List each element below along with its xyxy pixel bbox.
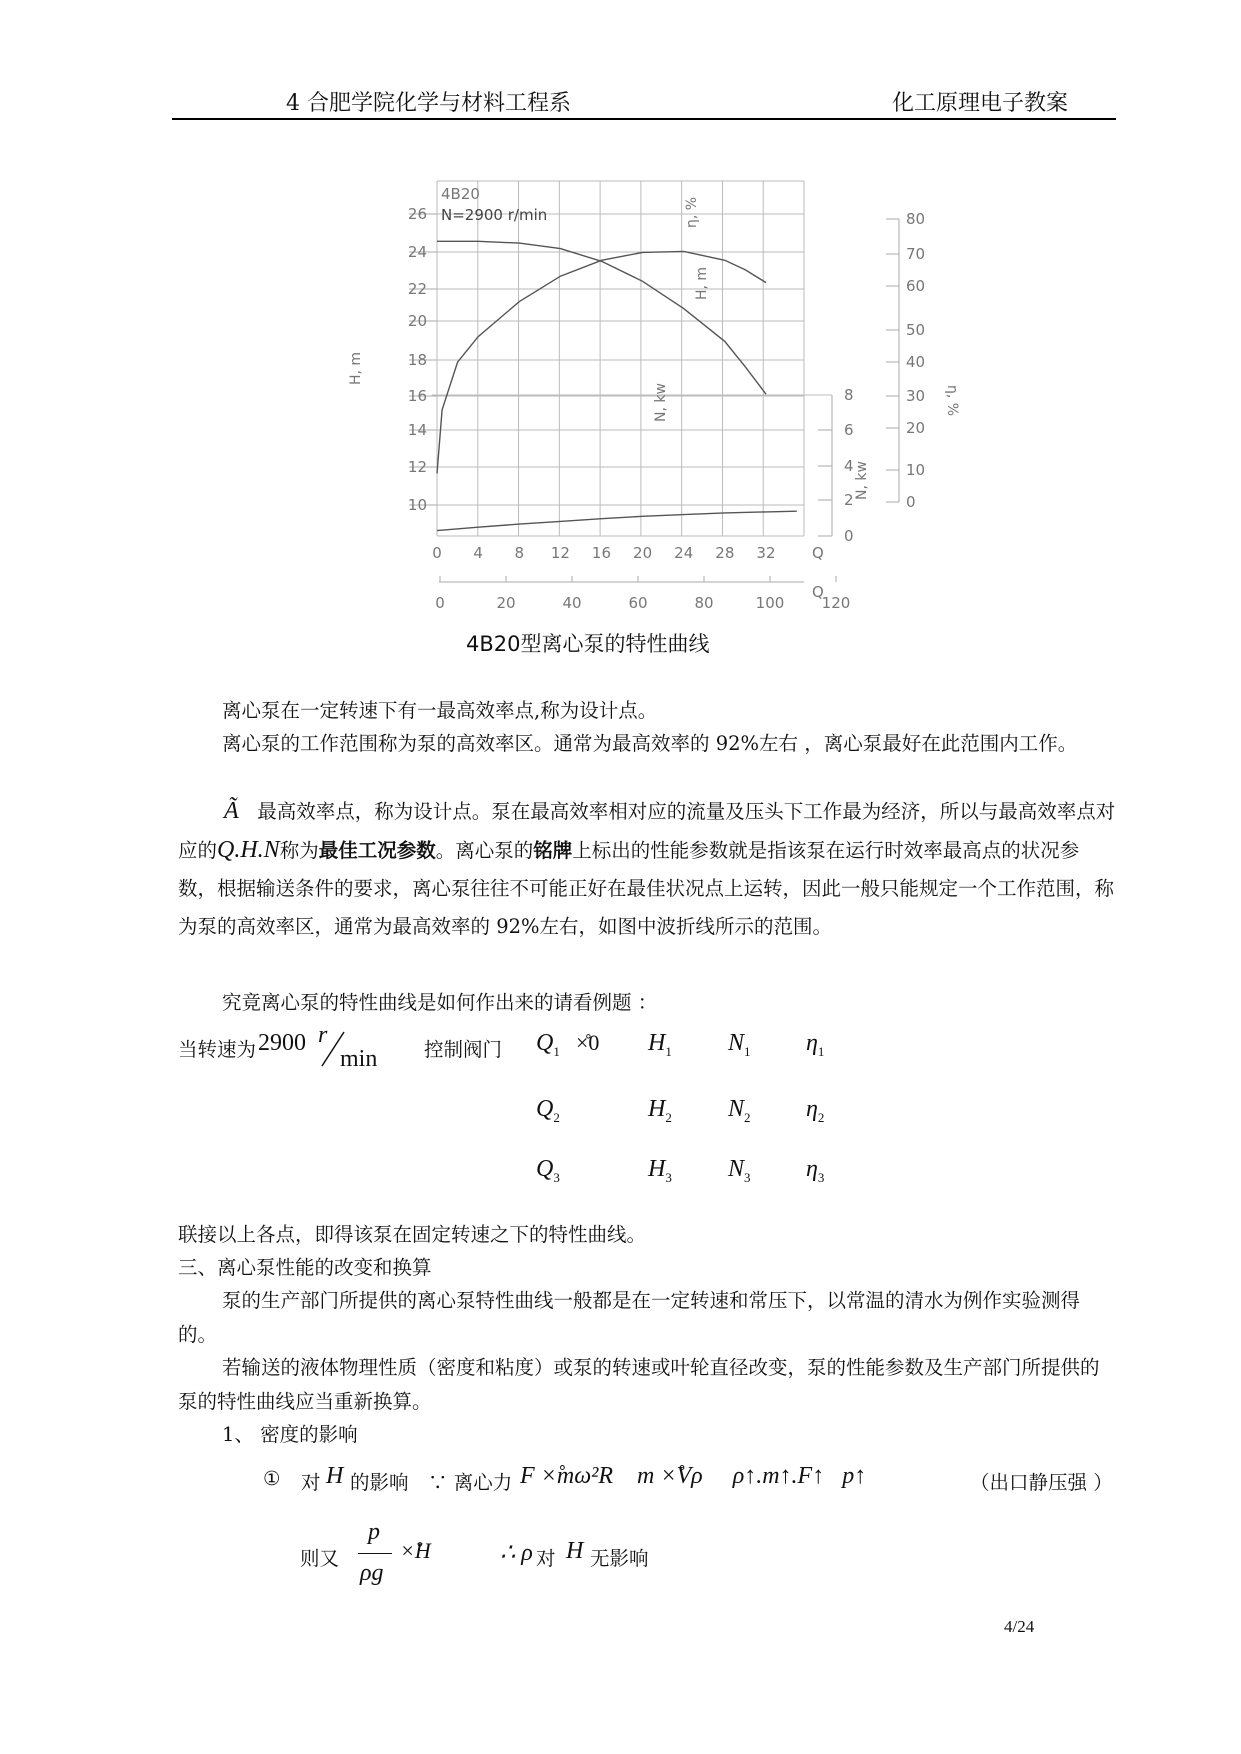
q-tick-label: 8 <box>514 544 525 562</box>
q-tick-label: 28 <box>715 544 735 562</box>
table-cell-eta <box>806 1030 824 1060</box>
table-symbol: N <box>728 1030 745 1056</box>
formula-2-denominator: ρg <box>360 1560 384 1586</box>
formula-1-number: ① <box>263 1467 281 1490</box>
curve-label-n: N, kw <box>653 383 669 422</box>
paragraph-manufacturer: 泵的生产部门所提供的离心泵特性曲线一般都是在一定转速和常压下，以常温的清水为例作实验测得的。 <box>178 1289 1081 1346</box>
qhn-math: Q.H.N <box>217 837 280 863</box>
table-subscript: 1 <box>744 1043 751 1059</box>
best-point-text-a: 最高效率点，称为设计点。泵在最高效率相对应的流量及压头下工作最为经济，所以与最高效率点对应的 <box>178 800 1116 862</box>
formula-2-prop: ×̊H <box>400 1538 431 1563</box>
q2-tick-label: 80 <box>694 594 714 612</box>
table-subscript: 2 <box>665 1109 672 1125</box>
table-symbol: H <box>648 1096 666 1122</box>
eta-tick-label: 30 <box>906 387 926 405</box>
table-symbol: η <box>806 1156 818 1182</box>
eta-tick-label: 80 <box>906 210 926 228</box>
paragraph-best-point <box>178 792 1116 946</box>
table-cell-n <box>728 1030 751 1060</box>
table-cell-h <box>648 1156 672 1186</box>
speed-prefix: 当转速为 <box>178 1038 257 1061</box>
header-right: 化工原理电子教案 <box>892 91 1069 116</box>
eta-axis-label: η, % <box>944 385 960 417</box>
n-tick-label: 8 <box>844 386 854 404</box>
table-cell-eta <box>806 1096 824 1126</box>
n-tick-label: 0 <box>844 527 854 545</box>
page-number: 4/24 <box>1004 1617 1035 1636</box>
table-symbol: H <box>648 1156 666 1182</box>
eta-tick-label: 20 <box>906 419 926 437</box>
h-tick-label: 20 <box>407 312 427 330</box>
table-cell-h <box>648 1030 672 1060</box>
table-subscript: 3 <box>553 1169 560 1185</box>
q2-tick-label: 120 <box>821 594 851 612</box>
table-symbol: N <box>728 1156 745 1182</box>
bold-best-params: 最佳工况参数 <box>318 839 436 862</box>
n-axis-label: N, kw <box>854 461 870 500</box>
q-tick-label: 24 <box>674 544 694 562</box>
q-tick-label: 32 <box>756 544 776 562</box>
subsection-density: 1、 密度的影响 <box>222 1423 358 1446</box>
table-cell-q <box>536 1096 560 1126</box>
h-curve <box>437 241 766 394</box>
q-axis-label: Q <box>812 544 824 562</box>
speed-value: 2900 <box>258 1030 306 1056</box>
table-subscript: 2 <box>817 1109 825 1125</box>
table-subscript: 2 <box>553 1109 560 1125</box>
curve-label-eta: η, % <box>684 196 700 228</box>
paragraph-efficiency-zone: 离心泵的工作范围称为泵的高效率区。通常为最高效率的 92%左右 ，离心泵最好在此范围内工作。 <box>222 732 1078 755</box>
eta-tick-label: 70 <box>906 245 926 263</box>
speed-unit-num: r <box>318 1022 328 1048</box>
eta-tick-label: 10 <box>906 461 926 479</box>
h-tick-label: 26 <box>407 205 427 223</box>
table-symbol: η <box>806 1030 818 1056</box>
best-point-text-d: 上标出的性能参数就是指该泵在运行时效率最高点的状况参数，根据输送条件的要求，离心泵往往不可能正好在最佳状况点上运转，因此一般只能规定一个工作范围，称为泵的高效率区，通常为最高效率的 92%左右，如图中波折线所示的范围。 <box>178 839 1115 938</box>
q2-tick-label: 0 <box>435 594 445 612</box>
formula-1-because: ∵ 离心力 <box>428 1471 513 1494</box>
pump-characteristic-chart <box>0 0 1241 680</box>
chart-subtitle: N=2900 r/min <box>441 206 548 224</box>
symbol-a-tilde: Ã <box>224 798 239 824</box>
formula-2-concl1: 对 <box>536 1547 556 1570</box>
curve-label-h: H, m <box>694 266 710 300</box>
formula-2-h: H <box>566 1538 584 1564</box>
table-subscript: 1 <box>553 1043 560 1059</box>
chart-title: 4B20 <box>441 185 480 203</box>
h-tick-label: 12 <box>407 458 427 476</box>
n-tick-label: 4 <box>844 457 854 475</box>
h-tick-label: 14 <box>407 421 427 439</box>
valve-label: 控制阀门 <box>424 1038 503 1061</box>
q-tick-label: 0 <box>432 544 442 562</box>
q-tick-label: 16 <box>591 544 612 562</box>
q2-axis-label: Q <box>812 583 824 601</box>
best-point-text-c: 。离心泵的 <box>435 839 534 862</box>
n-curve <box>437 511 797 530</box>
table-symbol: η <box>806 1096 818 1122</box>
formula-2-therefore: ∴ ρ <box>500 1540 533 1566</box>
h-tick-label: 24 <box>407 243 427 261</box>
q2-tick-label: 20 <box>496 594 516 612</box>
table-symbol: H <box>648 1030 666 1056</box>
table-symbol: N <box>728 1096 745 1122</box>
formula-1-h: H <box>326 1463 344 1489</box>
q2-tick-label: 100 <box>755 594 785 612</box>
table-subscript: 1 <box>665 1043 672 1059</box>
section-heading-3: 三、离心泵性能的改变和换算 <box>178 1256 432 1279</box>
formula-1-text2: 的影响 <box>350 1471 409 1494</box>
formula-1-text1: 对 <box>301 1471 321 1494</box>
chart-curves <box>437 241 797 530</box>
formula-1-note: （出口静压强 ） <box>970 1471 1113 1494</box>
table-subscript: 3 <box>817 1169 825 1185</box>
best-point-text-b: 称为 <box>279 839 319 862</box>
formula-2-then: 则又 <box>300 1547 340 1570</box>
formula-2-numerator: p <box>368 1519 380 1545</box>
q1-approx-zero: ×̊0 <box>576 1030 600 1055</box>
table-subscript: 1 <box>817 1043 825 1059</box>
table-symbol: Q <box>536 1030 554 1056</box>
q2-tick-label: 40 <box>562 594 582 612</box>
paragraph-example-intro: 究竟离心泵的特性曲线是如何作出来的请看例题 ： <box>222 991 658 1014</box>
table-symbol: Q <box>536 1096 554 1122</box>
paragraph-design-point: 离心泵在一定转速下有一最高效率点,称为设计点。 <box>222 699 658 722</box>
table-cell-n <box>728 1096 751 1126</box>
h-tick-label: 10 <box>407 496 427 514</box>
table-cell-h <box>648 1096 672 1126</box>
q-tick-label: 12 <box>550 544 570 562</box>
header-left: 4 合肥学院化学与材料工程系 <box>286 91 571 116</box>
formula-1-expression: F ×̊mω²R m ×̊Vρ ρ↑.m↑.F↑ p↑ <box>520 1463 867 1489</box>
q-tick-label: 4 <box>473 544 483 562</box>
eta-tick-label: 60 <box>906 277 926 295</box>
paragraph-conversion: 若输送的液体物理性质（密度和粘度）或泵的转速或叶轮直径改变，泵的性能参数及生产部门所提供的泵的特性曲线应当重新换算。 <box>178 1356 1100 1413</box>
bold-nameplate: 铭牌 <box>533 839 573 862</box>
formula-2-concl2: 无影响 <box>590 1547 649 1570</box>
table-cell-q <box>536 1030 560 1060</box>
h-axis-label: H, m <box>348 351 364 385</box>
q-tick-label: 20 <box>633 544 653 562</box>
table-cell-n <box>728 1156 751 1186</box>
table-subscript: 3 <box>744 1169 751 1185</box>
table-symbol: Q <box>536 1156 554 1182</box>
n-tick-label: 6 <box>844 421 854 439</box>
h-tick-label: 22 <box>407 280 427 298</box>
table-cell-q <box>536 1156 560 1186</box>
h-tick-label: 18 <box>407 351 427 369</box>
eta-tick-label: 50 <box>906 321 926 339</box>
q2-tick-label: 60 <box>628 594 648 612</box>
table-cell-eta <box>806 1156 824 1186</box>
chart-caption: 4B20型离心泵的特性曲线 <box>466 632 710 656</box>
speed-unit-den: min <box>340 1046 378 1072</box>
eta-curve <box>437 251 766 473</box>
paragraph-connect: 联接以上各点，即得该泵在固定转速之下的特性曲线。 <box>178 1223 647 1246</box>
eta-tick-label: 0 <box>906 493 916 511</box>
n-tick-label: 2 <box>844 491 854 509</box>
table-subscript: 3 <box>665 1169 672 1185</box>
h-tick-label: 16 <box>407 387 427 405</box>
table-subscript: 2 <box>744 1109 751 1125</box>
eta-tick-label: 40 <box>906 353 926 371</box>
formula-2-fraction-bar <box>358 1553 392 1554</box>
